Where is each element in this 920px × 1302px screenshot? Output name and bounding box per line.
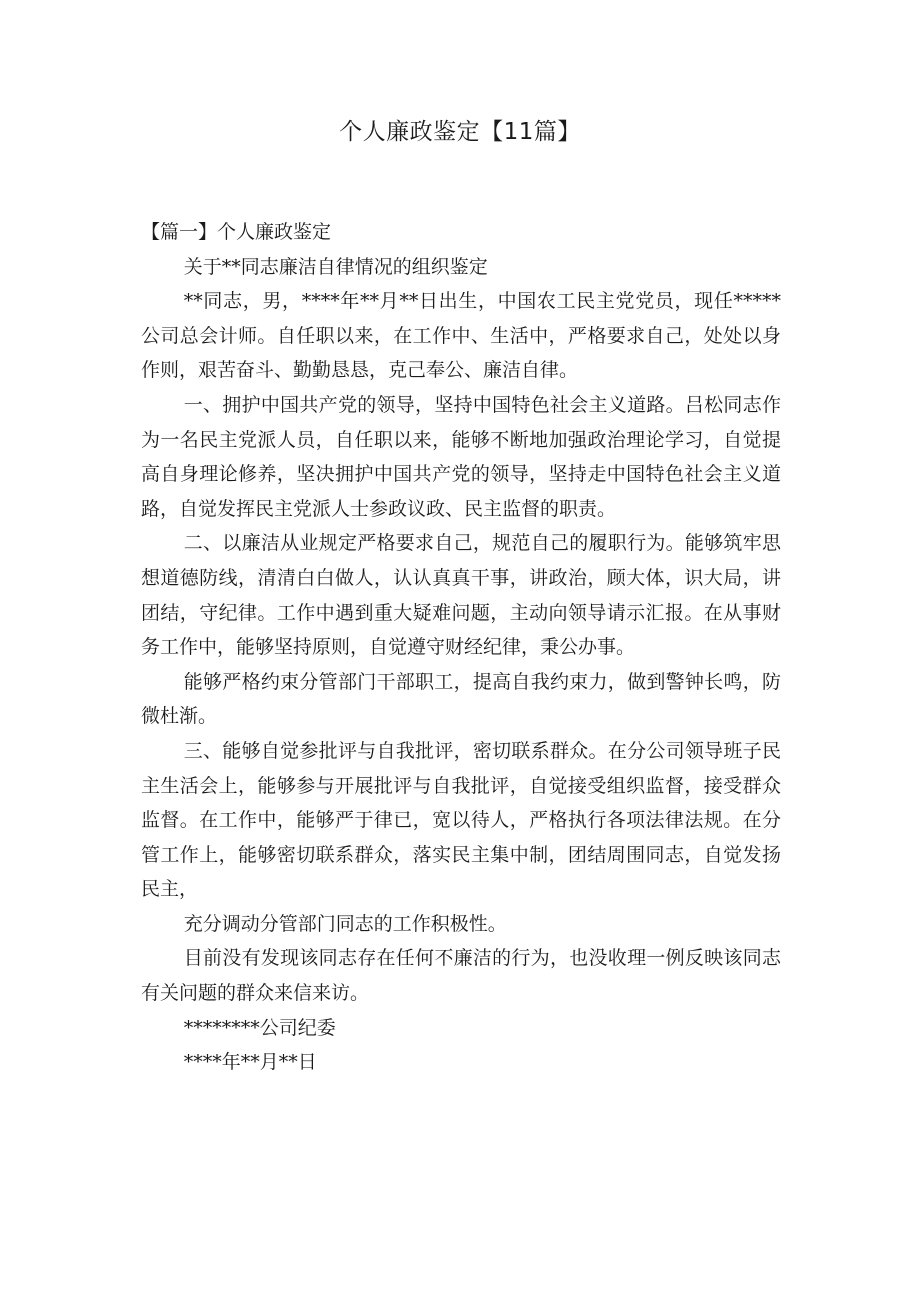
paragraph-intro: **同志，男，****年**月**日出生，中国农工民主党党员，现任*****公司总会计师。自任职以来，在工作中、生活中，严格要求自己，处处以身作则，艰苦奋斗、勤勤恳恳，克己奉公、廉洁自律。 <box>141 290 781 382</box>
paragraph-point-two: 二、以廉洁从业规定严格要求自己，规范自己的履职行为。能够筑牢思想道德防线，清清白白做人，认认真真干事，讲政治，顾大体，识大局，讲团结，守纪律。工作中遇到重大疑难问题，主动向领导请示汇报。在从事财务工作中，能够坚持原则，自觉遵守财经纪律，秉公办事。 <box>141 532 781 659</box>
document-body <box>141 215 781 1080</box>
signature-date: ****年**月**日 <box>183 1051 317 1074</box>
paragraph-self-discipline: 能够严格约束分管部门干部职工，提高自我约束力，做到警钟长鸣，防微杜渐。 <box>141 670 781 728</box>
document-title: 个人廉政鉴定【11篇】 <box>339 119 581 145</box>
paragraph-point-three: 三、能够自觉参批评与自我批评，密切联系群众。在分公司领导班子民主生活会上，能够参与开展批评与自我批评，自觉接受组织监督，接受群众监督。在工作中，能够严于律已，宽以待人，严格执行各项法律法规。在分管工作上，能够密切联系群众，落实民主集中制，团结周围同志，自觉发扬民主， <box>141 739 781 901</box>
signature-organization: ********公司纪委 <box>183 1016 336 1039</box>
paragraph-mobilize: 充分调动分管部门同志的工作积极性。 <box>183 912 507 935</box>
paragraph-point-one: 一、拥护中国共产党的领导，坚持中国特色社会主义道路。吕松同志作为一名民主党派人员，自任职以来，能够不断地加强政治理论学习，自觉提高自身理论修养，坚决拥护中国共产党的领导，坚持走中国特色社会主义道路，自觉发挥民主党派人士参政议政、民主监督的职责。 <box>141 393 781 520</box>
section-heading: 【篇一】个人廉政鉴定 <box>141 221 332 243</box>
paragraph-conclusion: 目前没有发现该同志存在任何不廉洁的行为，也没收理一例反映该同志有关问题的群众来信来访。 <box>141 947 781 1005</box>
appraisal-subtitle: 关于**同志廉洁自律情况的组织鉴定 <box>183 255 488 278</box>
